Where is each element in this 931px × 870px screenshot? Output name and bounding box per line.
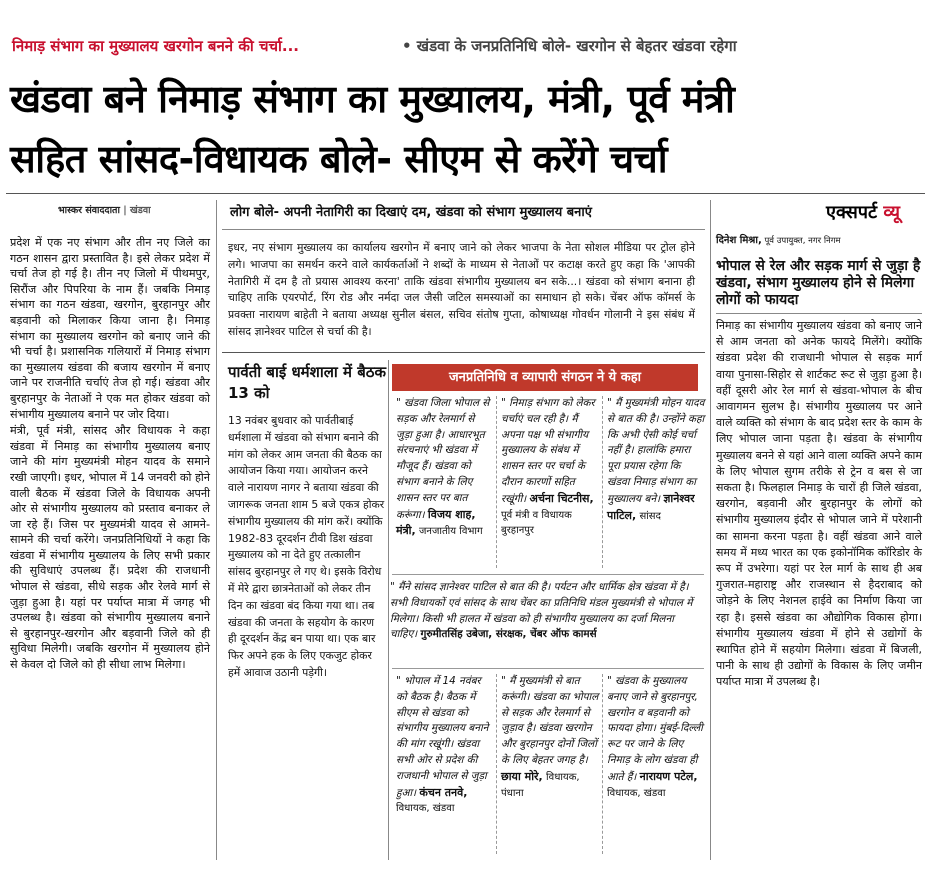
quote-gurumeet-ubeja: [390, 580, 704, 643]
quote-chhaya-more: [496, 674, 600, 854]
expert-label-b: व्यू: [883, 202, 900, 223]
quote-text: " खंडवा जिला भोपाल से सड़क और रेलमार्ग से जुड़ा हुआ है। आधारभूत संरचनाएं भी खंडवा में मौजूद हैं। खंडवा को संभाग बनाने के लिए शासन स्तर पर बात करूंगा।: [396, 397, 490, 521]
quote-text: " खंडवा के मुख्यालय बनाए जाने से बुरहानपुर, खरगोन व बड़वानी को फायदा होगा। मुंबई-दिल्ली रूट पर जाने के लिए निमाड़ के लोग खंडवा ही आते हैं।: [607, 675, 703, 783]
quote-text: " मैं मुख्यमंत्री से बात करूंगी। खंडवा का भोपाल से सड़क और रेलमार्ग से जुड़ाव है। खंडवा खरगोन और बुरहानपुर दोनों जिलों के लिए बेहतर जगह है।: [501, 675, 599, 766]
expert-view-column: [716, 200, 922, 691]
expert-label-a: एक्सपर्ट: [825, 202, 878, 223]
column-divider-3: [710, 200, 711, 860]
column-divider-1: [216, 200, 217, 860]
quote-name: छाया मोरे,: [501, 769, 543, 783]
quote-kanchan-tanve: [396, 674, 492, 817]
social-media-subhead: लोग बोले- अपनी नेतागिरी का दिखाएं दम, खंडवा को संभाग मुख्यालय बनाएं: [222, 203, 705, 230]
column-divider-2: [388, 360, 389, 860]
meeting-title: पार्वती बाई धर्मशाला में बैठक 13 को: [228, 363, 386, 402]
social-media-box: [222, 203, 705, 341]
expert-name-text: दिनेश मिश्रा,: [716, 235, 762, 246]
quote-text: " भोपाल में 14 नवंबर को बैठक है। बैठक में सीएम से खंडवा को संभागीय मुख्यालय बनाने की मांग रखूंगी। खंडवा सभी ओर से प्रदेश की राजधानी भोपाल से जुड़ा हुआ।: [396, 675, 489, 799]
quotes-rule-1: [392, 574, 704, 575]
kicker-red: निमाड़ संभाग का मुख्यालय खरगोन बनने की चर्चा...: [12, 37, 299, 55]
quote-name: अर्चना चिटनीस,: [529, 491, 594, 505]
quote-role: सांसद: [639, 510, 661, 522]
meeting-text: 13 नवंबर बुधवार को पार्वतीबाई धर्मशाला में खंडवा को संभाग बनाने की मांग को लेकर आम जनता की बैठक का आयोजन किया गया। आयोजन करने वाले नारायण नागर ने बताया खंडवा की जागरूक जनता शाम 5 बजे एकत्र होकर संभागीय मुख्यालय की मांग करें। क्योंकि 1982-83 दूरदर्शन टीवी डिश खंडवा मुख्यालय को ना देते हुए तत्कालीन सांसद बुरहानपुर ले गए थे। इसके विरोध में मेरे द्वारा छात्रनेताओं को लेकर तीन दिन का खंडवा बंद किया गया था। तब खंडवा की जनता के सहयोग के कारण ही दूरदर्शन केंद्र बन पाया था। एक बार फिर अपने हक के लिए एकजुट होकर हमें आवाज उठानी पड़ेगी।: [228, 414, 385, 679]
byline: [58, 203, 151, 216]
expert-headline: भोपाल से रेल और सड़क मार्ग से जुड़ा है खंडवा, संभाग मुख्यालय होने से मिलेगा लोगों को फायदा: [716, 258, 922, 314]
expert-name: [716, 232, 922, 246]
quote-name: गुरुमीतसिंह उबेजा, संरक्षक, चेंबर ऑफ कामर्स: [420, 628, 597, 641]
quote-role: पूर्व मंत्री व विधायक बुरहानपुर: [501, 509, 572, 537]
quote-text: " निमाड़ संभाग को लेकर चर्चाएं चल रही है। मैं अपना पक्ष भी संभागीय मुख्यालय के संबंध में शासन स्तर पर चर्चा के दौरान कारणों सहित रखूंगी।: [501, 397, 595, 505]
article-paragraph-2: मंत्री, पूर्व मंत्री, सांसद और विधायक ने कहा खंडवा में निमाड़ का संभागीय मुख्यालय बनाए जाने की मांग मुख्यमंत्री मोहन यादव के समाने रखी जाएगी। इधर, भोपाल में 14 जनवरी को होने वाली बैठक में खंडवा जिले के विधायक अपनी ओर से संभागीय मुख्यालय को प्रस्ताव बनाकर ले जा रहे हैं। जिस पर मुख्यमंत्री यादव से आमने-सामने की चर्चा करेंगे। जनप्रतिनिधियों ने कहा कि खंडवा में संभागीय मुख्यालय के लिए सभी प्रकार की सुविधाएं उपलब्ध हैं। प्रदेश की राजधानी भोपाल से खंडवा, सीधे सड़क और रेलवे मार्ग से जुड़ा हुआ है। यहां पर पर्याप्त मात्रा में जगह भी उपलब्ध है। खंडवा को संभागीय मुख्यालय बनाने से बुरहानपुर-खरगोन और बड़वानी जिले को ही सुविधा मिलेगी। जबकि खरगोन में मुख्यालय होने से केवल दो जिले को ही सीधा लाभ मिलेगा।: [10, 424, 210, 672]
quote-gyaneshwar-patil: [602, 396, 706, 568]
byline-place: | खंडवा: [123, 205, 151, 216]
quote-role: जनजातीय विभाग: [419, 526, 483, 538]
expert-role: पूर्व उपायुक्त, नगर निगम: [761, 236, 841, 246]
quote-vijay-shah: [396, 396, 492, 540]
quote-text: " मैं मुख्यमंत्री मोहन यादव से बात की है। उन्होंने कहा कि अभी ऐसी कोई चर्चा नहीं है। हालांकि हमारा पूरा प्रयास रहेगा कि खंडवा निमाड़ संभाग का मुख्यालय बने।: [607, 397, 705, 505]
quote-name: विजय शाह, मंत्री,: [396, 507, 476, 538]
quote-role: विधायक, पंधाना: [501, 771, 580, 799]
top-box-rule: [222, 352, 705, 353]
quote-role: विधायक, खंडवा: [607, 787, 666, 799]
headline-line-2: सहित सांसद-विधायक बोले- सीएम से करेंगे चर्चा: [10, 137, 668, 181]
headline-line-1: खंडवा बने निमाड़ संभाग का मुख्यालय, मंत्री, पूर्व मंत्री: [10, 77, 735, 121]
byline-agency: भास्कर संवाददाता: [58, 205, 120, 216]
quotes-rule-2: [392, 668, 704, 669]
quote-name: नारायण पटेल,: [639, 769, 698, 783]
quotes-banner: जनप्रतिनिधि व व्यापारी संगठन ने ये कहा: [392, 364, 698, 391]
quote-role: विधायक, खंडवा: [396, 803, 455, 815]
social-media-text: इधर, नए संभाग मुख्यालय का कार्यालय खरगोन में बनाए जाने को लेकर भाजपा के नेता सोशल मीडिया पर ट्रोल होने लगे। भाजपा का समर्थन करने वाले कार्यकर्ताओं ने शब्दों के माध्यम से नेताओं पर कटाक्ष करते हुए कहा कि 'आपकी नेतागिरी में दम है तो प्रयास आवश्य करना' ताकि खंडवा संभागीय मुख्यालय बन सके...। खंडवा को संभाग बनाना ही चाहिए ताकि एयरपोर्ट, रिंग रोड और नर्मदा जल जैसी जटिल समस्याओं का समाधान हो सके। चेंबर ऑफ कॉमर्स के प्रवक्ता नारायण बाहेती ने बताया अध्यक्ष सुनील बंसल, सचिव संतोष गुप्ता, कोषाध्यक्ष गोवर्धन गोलानी ने इस संबंध में सांसद ज्ञानेश्वर पाटिल से चर्चा की है।: [228, 241, 695, 338]
quote-text: " मैंने सांसद ज्ञानेश्वर पाटिल से बात की है। पर्यटन और धार्मिक क्षेत्र खंडवा में है। सभी विधायकों एवं सांसद के साथ चेंबर का प्रतिनिधि मंडल मुख्यमंत्री से भोपाल में मिलेगा। किसी भी हालत में खंडवा को ही संभागीय मुख्यालय का दर्जा मिलना चाहिए।: [390, 581, 693, 641]
expert-text: निमाड़ का संभागीय मुख्यालय खंडवा को बनाए जाने से आम जनता को अनेक फायदे मिलेंगे। क्योंकि खंडवा प्रदेश की राजधानी भोपाल से सड़क मार्ग वाया पुनासा-सिहोर से शार्टकट रूट से जुड़ा हुआ है। वहीं दूसरी ओर रेल मार्ग से खंडवा-भोपाल के बीच आवागमन सुलभ है। संभागीय मुख्यालय पर आने वाले व्यक्ति को संभाग के बाद प्रदेश स्तर के काम के लिए भोपाल जाना पड़ता है। खंडवा के संभागीय मुख्यालय बनने से यहां आने वाला व्यक्ति अपने काम के लिए भोपाल सुगम तरीके से ट्रेन व बस से जा सकता है। फिलहाल निमाड़ के चारों ही जिले खंडवा, खरगोन, बड़वानी और बुरहानपुर के लोगों को संभागीय मुख्यालय इंदौर से भोपाल जाने में परेशानी का सामना करना पड़ता है। वहीं खंडवा आने वाले समय में मध्य भारत का एक इकोनॉमिक कॉरिडोर के रूप में उभरेगा। यहां पर रेल मार्ग के साथ ही अब गुजरात-महाराष्ट्र और राजस्थान से हैदराबाद को जोड़ने के लिए नेशनल हाईवे का निर्माण किया जा रहा है। इससे खंडवा का औद्योगिक विकास होगा। संभागीय मुख्यालय खंडवा में होने से उद्योगों के स्थापित होने में सहयोग मिलेगा। खंडवा में बिजली, पानी के साथ ही उद्योगों के विकास के लिए जमीन पर्याप्त मात्रा में उपलब्ध है।: [716, 319, 922, 689]
quote-narayan-patel: [602, 674, 706, 854]
article-paragraph-1: प्रदेश में एक नए संभाग और तीन नए जिले का गठन शासन द्वारा प्रस्तावित है। इसे लेकर प्रदेश में चर्चा तेज हो गई है। तीन नए जिलो में पीथमपुर, सिरौंज और पिपरिया के नाम हैं। जबकि निमाड़ संभाग का गठन खंडवा, खरगोन, बुरहानपुर और बड़वानी को मिलाकर किया जाना है। निमाड़ संभाग का मुख्यालय खरगोन को बनाए जाने की भी चर्चा है। प्रशासनिक गलियारों में निमाड़ संभाग का मुख्यालय खंडवा की बजाय खरगोन में बनाए जाने पर राजनीति चर्चाएं तेज हो गई। खंडवा और बुरहानपुर के नेताओं ने एक मत होकर खंडवा को संभागीय मुख्यालय बनाने पर जोर दिया।: [10, 236, 210, 421]
headline-rule: [6, 193, 925, 194]
main-article-column: [10, 235, 210, 674]
expert-view-label: [716, 200, 922, 224]
quote-name: कंचन तनवे,: [419, 785, 468, 799]
quote-archana-chitnis: [496, 396, 600, 568]
quote-name: ज्ञानेश्वर पाटिल,: [607, 491, 695, 522]
kicker-gray: • खंडवा के जनप्रतिनिधि बोले- खरगोन से बेहतर खंडवा रहेगा: [402, 37, 737, 55]
